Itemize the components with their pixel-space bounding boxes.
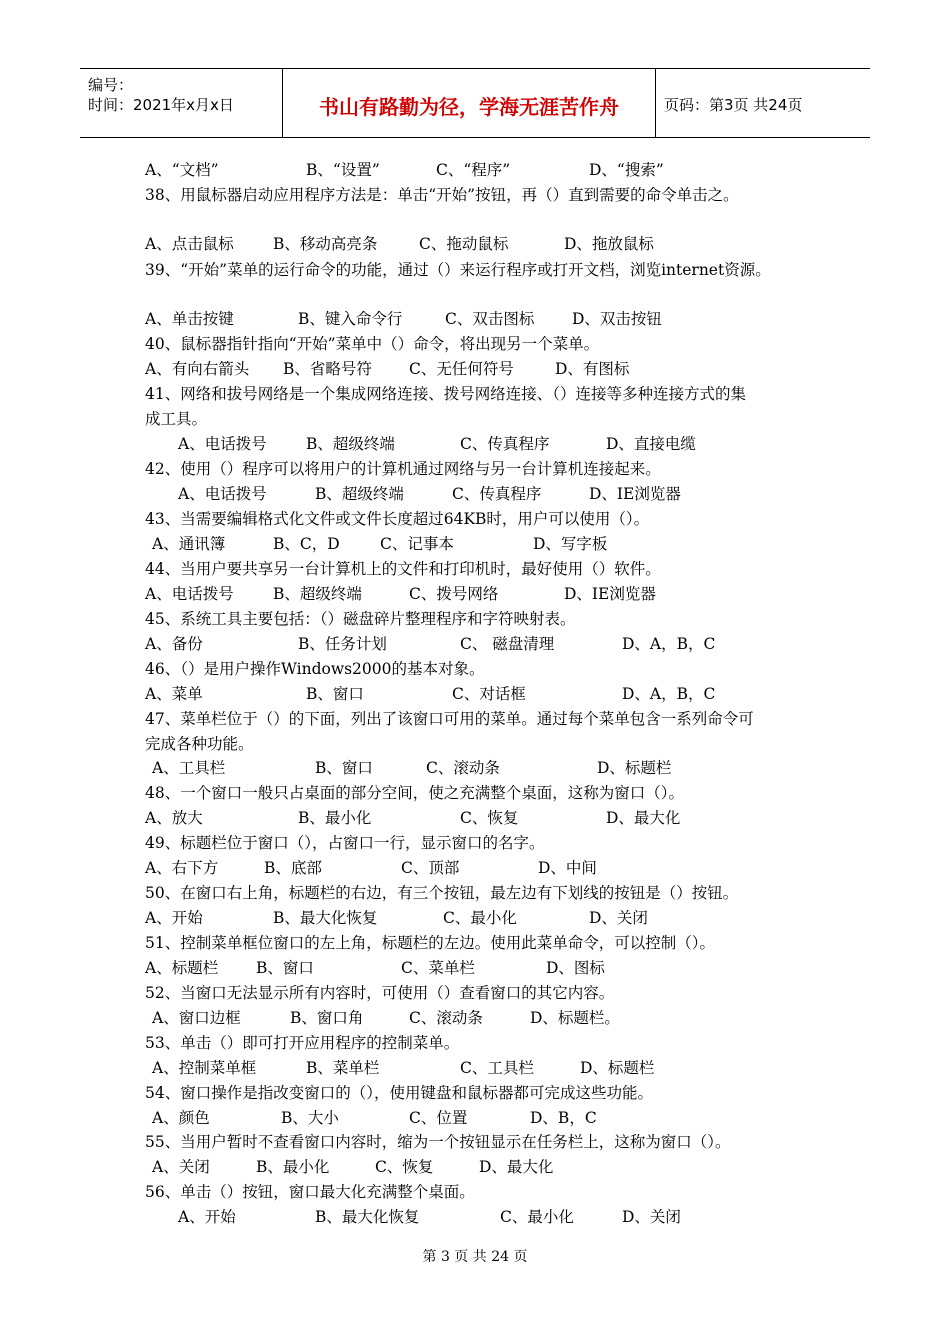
answer-option: A、标题栏 [145, 959, 219, 977]
question-stem: 54、窗口操作是指改变窗口的（），使用键盘和鼠标器都可完成这些功能。 [145, 1084, 653, 1102]
answer-option: D、拖放鼠标 [564, 235, 654, 253]
answer-option: C、顶部 [401, 859, 460, 877]
question-stem: 39、“开始”菜单的运行命令的功能，通过（）来运行程序或打开文档，浏览internet资源。 [145, 261, 771, 279]
answer-option: C、记事本 [380, 535, 454, 553]
answer-option: A、点击鼠标 [145, 235, 234, 253]
answer-option: D、最大化 [606, 809, 681, 827]
answer-option: C、恢复 [375, 1158, 434, 1176]
answer-option: C、传真程序 [452, 485, 542, 503]
question-stem: 45、系统工具主要包括：（）磁盘碎片整理程序和字符映射表。 [145, 610, 576, 628]
answer-option: A、“文档” [145, 161, 219, 179]
answer-option: C、滚动条 [409, 1009, 483, 1027]
question-stem: 完成各种功能。 [145, 735, 254, 753]
answer-option: B、C，D [273, 535, 340, 553]
question-stem: 40、鼠标器指针指向“开始”菜单中（）命令，将出现另一个菜单。 [145, 335, 600, 353]
answer-option: B、窗口 [256, 959, 314, 977]
answer-option: A、单击按键 [145, 310, 234, 328]
page-footer: 第 3 页 共 24 页 [422, 1249, 528, 1265]
question-stem: 49、标题栏位于窗口（），占窗口一行，显示窗口的名字。 [145, 834, 545, 852]
answer-option: C、滚动条 [426, 759, 500, 777]
answer-option: A、通讯簿 [152, 535, 226, 553]
answer-option: D、写字板 [533, 535, 608, 553]
answer-option: A、开始 [145, 909, 203, 927]
answer-option: D、图标 [546, 959, 605, 977]
question-stem: 50、在窗口右上角，标题栏的右边，有三个按钮，最左边有下划线的按钮是（）按钮。 [145, 884, 739, 902]
answer-option: B、超级终端 [273, 585, 362, 603]
answer-option: A、控制菜单框 [152, 1059, 257, 1077]
answer-option: A、窗口边框 [152, 1009, 241, 1027]
answer-option: D、直接电缆 [606, 435, 696, 453]
answer-option: C、拖动鼠标 [419, 235, 509, 253]
answer-option: B、“设置” [306, 161, 380, 179]
answer-option: C、传真程序 [460, 435, 550, 453]
answer-option: B、超级终端 [306, 435, 395, 453]
answer-option: D、有图标 [555, 360, 630, 378]
answer-option: C、最小化 [443, 909, 517, 927]
answer-option: B、最小化 [298, 809, 372, 827]
answer-option: A、颜色 [152, 1109, 210, 1127]
answer-option: D、标题栏。 [530, 1009, 620, 1027]
answer-option: C、工具栏 [460, 1059, 534, 1077]
answer-option: B、大小 [281, 1109, 339, 1127]
answer-option: B、菜单栏 [306, 1059, 380, 1077]
answer-option: D、标题栏 [597, 759, 672, 777]
answer-option: A、工具栏 [152, 759, 226, 777]
answer-option: C、“程序” [436, 161, 511, 179]
question-stem: 43、当需要编辑格式化文件或文件长度超过64KB时，用户可以使用（）。 [145, 510, 650, 528]
question-stem: 成工具。 [145, 410, 208, 428]
answer-option: B、任务计划 [298, 635, 387, 653]
question-stem: 44、当用户要共享另一台计算机上的文件和打印机时，最好使用（）软件。 [145, 560, 661, 578]
answer-option: B、省略号符 [283, 360, 372, 378]
question-stem: 48、一个窗口一般只占桌面的部分空间，使之充满整个桌面，这称为窗口（）。 [145, 784, 684, 802]
answer-option: B、键入命令行 [298, 310, 403, 328]
question-stem: 42、使用（）程序可以将用户的计算机通过网络与另一台计算机连接起来。 [145, 460, 661, 478]
page-header [80, 68, 870, 138]
header-meta-cell [80, 69, 283, 137]
answer-option: D、中间 [538, 859, 597, 877]
answer-option: B、最大化恢复 [273, 909, 378, 927]
question-stem: 38、用鼠标器启动应用程序方法是：单击“开始”按钮，再（）直到需要的命令单击之。 [145, 186, 739, 204]
answer-option: B、超级终端 [315, 485, 404, 503]
answer-option: A、右下方 [145, 859, 219, 877]
answer-option: C、 磁盘清理 [460, 635, 555, 653]
answer-option: A、关闭 [152, 1158, 210, 1176]
answer-option: C、双击图标 [445, 310, 535, 328]
question-stem: 46、（）是用户操作Windows2000的基本对象。 [145, 660, 485, 678]
answer-option: B、底部 [264, 859, 322, 877]
question-stem: 47、菜单栏位于（）的下面，列出了该窗口可用的菜单。通过每个菜单包含一系列命令可 [145, 710, 754, 728]
answer-option: C、无任何符号 [409, 360, 514, 378]
answer-option: B、窗口角 [290, 1009, 364, 1027]
answer-option: B、窗口 [306, 685, 364, 703]
answer-option: C、最小化 [500, 1208, 574, 1226]
answer-option: D、双击按钮 [572, 310, 662, 328]
answer-option: C、菜单栏 [401, 959, 475, 977]
answer-option: D、A，B，C [622, 685, 716, 703]
answer-option: A、电话拨号 [178, 485, 267, 503]
answer-option: B、移动高亮条 [273, 235, 378, 253]
answer-option: C、恢复 [460, 809, 519, 827]
answer-option: A、备份 [145, 635, 203, 653]
answer-option: A、电话拨号 [145, 585, 234, 603]
answer-option: A、电话拨号 [178, 435, 267, 453]
answer-option: A、菜单 [145, 685, 203, 703]
answer-option: B、最大化恢复 [315, 1208, 420, 1226]
answer-option: D、A，B，C [622, 635, 716, 653]
answer-option: D、标题栏 [580, 1059, 655, 1077]
answer-option: A、开始 [178, 1208, 236, 1226]
document-number-label: 编号： [88, 76, 134, 94]
answer-option: A、有向右箭头 [145, 360, 250, 378]
motto-text: 书山有路勤为径，学海无涯苦作舟 [319, 95, 619, 119]
answer-option: D、最大化 [479, 1158, 554, 1176]
header-motto-cell [283, 69, 656, 137]
answer-option: B、最小化 [256, 1158, 330, 1176]
document-date-label: 时间：2021年x月x日 [88, 96, 234, 114]
answer-option: A、放大 [145, 809, 203, 827]
page-number-label: 页码：第3页 共24页 [664, 96, 803, 114]
question-stem: 52、当窗口无法显示所有内容时，可使用（）查看窗口的其它内容。 [145, 984, 615, 1002]
question-stem: 51、控制菜单框位窗口的左上角，标题栏的左边。使用此菜单命令，可以控制（）。 [145, 934, 715, 952]
answer-option: D、关闭 [622, 1208, 681, 1226]
answer-option: D、B，C [530, 1109, 597, 1127]
answer-option: B、窗口 [315, 759, 373, 777]
answer-option: D、IE浏览器 [564, 585, 656, 603]
header-page-cell [656, 69, 870, 137]
answer-option: C、拨号网络 [409, 585, 499, 603]
answer-option: D、“搜索” [589, 161, 664, 179]
answer-option: D、关闭 [589, 909, 648, 927]
question-stem: 55、当用户暂时不查看窗口内容时，缩为一个按钮显示在任务栏上，这称为窗口（）。 [145, 1133, 731, 1151]
answer-option: C、位置 [409, 1109, 468, 1127]
question-stem: 56、单击（）按钮，窗口最大化充满整个桌面。 [145, 1183, 475, 1201]
answer-option: D、IE浏览器 [589, 485, 681, 503]
question-stem: 41、网络和拔号网络是一个集成网络连接、拨号网络连接、（）连接等多种连接方式的集 [145, 385, 746, 403]
answer-option: C、对话框 [452, 685, 526, 703]
question-stem: 53、单击（）即可打开应用程序的控制菜单。 [145, 1034, 460, 1052]
